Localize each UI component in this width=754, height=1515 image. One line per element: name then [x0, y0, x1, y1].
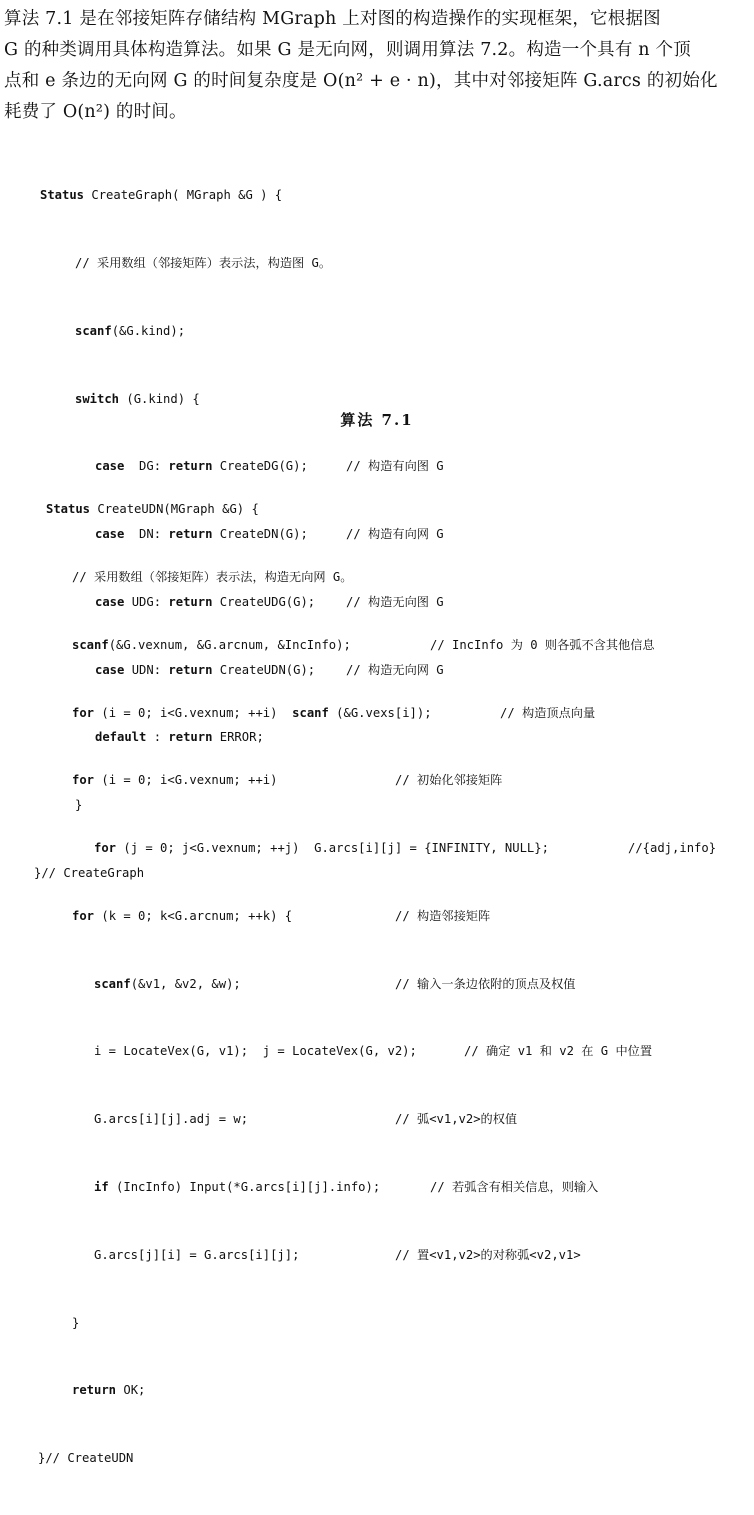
intro-paragraph [4, 4, 748, 128]
code-comment: // 构造有向图 G [346, 459, 444, 474]
code-text: case DG: return CreateDG(G); [95, 459, 308, 474]
code-line [0, 320, 754, 343]
code-comment: // 置<v1,v2>的对称弧<v2,v1> [395, 1247, 581, 1262]
code-text: Status CreateUDN(MGraph &G) { [46, 502, 259, 517]
code-line [0, 769, 754, 792]
code-comment: // 构造顶点向量 [500, 705, 596, 720]
code-text: scanf(&G.vexnum, &G.arcnum, &IncInfo); [72, 637, 351, 652]
code-text: scanf(&v1, &v2, &w); [94, 976, 241, 991]
code-comment: // 采用数组（邻接矩阵）表示法，构造无向网 G。 [72, 569, 353, 584]
code-text: for (k = 0; k<G.arcnum; ++k) { [72, 908, 293, 923]
code-text: return OK; [72, 1383, 146, 1398]
code-line [0, 1312, 754, 1335]
code-line [0, 1447, 754, 1470]
code-line [0, 905, 754, 928]
code-comment: //{adj,info} [628, 841, 717, 856]
code-text: if (IncInfo) Input(*G.arcs[i][j].info); [94, 1180, 381, 1194]
code-comment: // 输入一条边依附的顶点及权值 [395, 976, 576, 991]
code-text: switch (G.kind) { [75, 391, 200, 406]
code-text: for (j = 0; j<G.vexnum; ++j) G.arcs[i][j] = {INFINITY, NULL}; [94, 841, 549, 856]
code-line [0, 498, 754, 521]
code-line [0, 634, 754, 657]
code-comment: // 构造有向网 G [346, 527, 444, 542]
code-text: G.arcs[i][j].adj = w; [94, 1112, 249, 1127]
code-line [0, 252, 754, 275]
algorithm-7-2-code [0, 453, 754, 1515]
code-comment: // 构造无向图 G [346, 594, 444, 609]
code-text: case DN: return CreateDN(G); [95, 527, 308, 542]
code-line [0, 184, 754, 207]
code-comment: // 采用数组（邻接矩阵）表示法，构造图 G。 [75, 255, 332, 270]
code-line [0, 1108, 754, 1131]
code-line [0, 566, 754, 589]
code-text: for (i = 0; i<G.vexnum; ++i) [72, 773, 278, 788]
intro-line: G 的种类调用具体构造算法。如果 G 是无向网，则调用算法 7.2。构造一个具有 n 个顶 [4, 40, 691, 60]
code-comment: // 确定 v1 和 v2 在 G 中位置 [464, 1044, 653, 1059]
code-comment: // 构造邻接矩阵 [395, 908, 491, 923]
code-line [0, 973, 754, 996]
code-line [0, 1176, 754, 1199]
code-text: Status CreateGraph( MGraph &G ) { [40, 188, 283, 203]
code-comment: // 若弧含有相关信息，则输入 [430, 1180, 599, 1194]
code-comment: // IncInfo 为 0 则各弧不含其他信息 [430, 637, 655, 652]
code-text: }// CreateUDN [38, 1451, 134, 1466]
code-text: case UDG: return CreateUDG(G); [95, 594, 316, 609]
code-text: }// CreateGraph [34, 866, 145, 880]
intro-line: 耗费了 O(n²) 的时间。 [4, 102, 187, 122]
code-comment: // 构造无向网 G [346, 662, 444, 677]
code-text: default : return ERROR; [95, 730, 264, 745]
code-text: } [75, 798, 83, 813]
code-text: i = LocateVex(G, v1); j = LocateVex(G, v2); [94, 1044, 417, 1059]
code-text: scanf(&G.kind); [75, 323, 186, 338]
code-line [0, 837, 754, 860]
code-text: for (i = 0; i<G.vexnum; ++i) scanf (&G.vexs[i]); [72, 705, 432, 720]
code-line [0, 1379, 754, 1402]
code-text: case UDN: return CreateUDN(G); [95, 662, 316, 677]
intro-line: 点和 e 条边的无向网 G 的时间复杂度是 O(n² + e · n)，其中对邻接矩阵 G.arcs 的初始化 [4, 71, 718, 91]
code-text: G.arcs[j][i] = G.arcs[i][j]; [94, 1247, 300, 1262]
algorithm-caption: 算法 7.1 [340, 411, 414, 429]
code-line [0, 1040, 754, 1063]
code-line [0, 702, 754, 725]
code-comment: // 初始化邻接矩阵 [395, 773, 503, 788]
code-line [0, 388, 754, 411]
code-text: } [72, 1315, 80, 1330]
intro-line: 算法 7.1 是在邻接矩阵存储结构 MGraph 上对图的构造操作的实现框架，它根据图 [4, 9, 661, 29]
code-line [0, 1244, 754, 1267]
code-comment: // 弧<v1,v2>的权值 [395, 1112, 518, 1127]
